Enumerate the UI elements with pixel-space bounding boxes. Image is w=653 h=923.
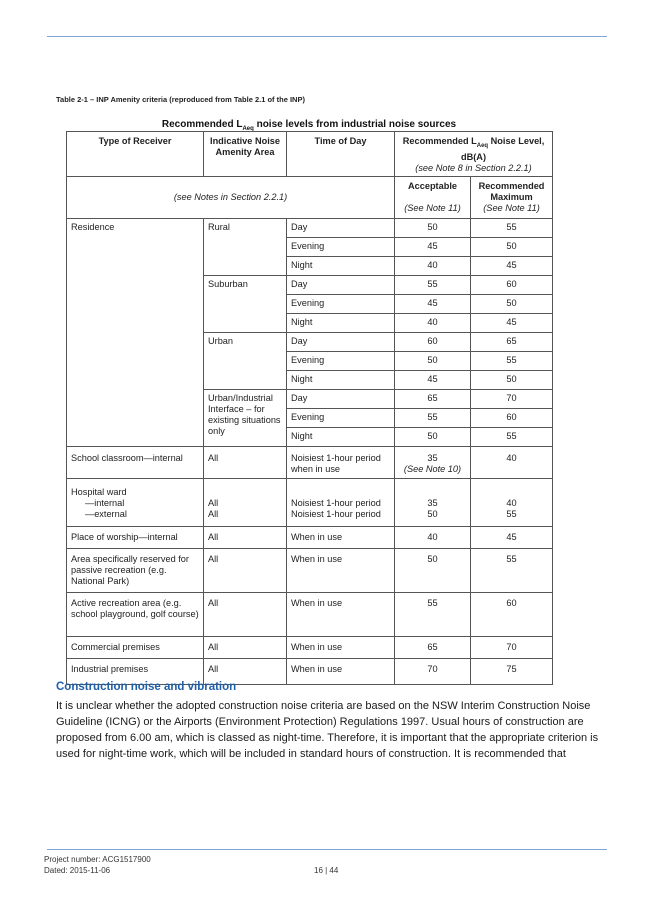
acceptable-value: 65 — [395, 636, 471, 658]
time-cell: Evening — [287, 237, 395, 256]
area-cell: All — [204, 636, 287, 658]
acceptable-value: 50 — [395, 351, 471, 370]
area-cell: All All — [204, 478, 287, 526]
acceptable-value: 50 — [395, 548, 471, 592]
area-cell: All — [204, 526, 287, 548]
maximum-value: 60 — [471, 275, 553, 294]
acceptable-value: 60 — [395, 332, 471, 351]
area-cell: All — [204, 548, 287, 592]
table-row — [67, 218, 553, 237]
acceptable-value: 50 — [395, 427, 471, 446]
header-noise-level: Recommended $L_{Aeq}$ Noise Level, dB(A) (see Note 8 in Section 2.2.1) — [395, 132, 553, 177]
receiver-active-recreation: Active recreation area (e.g. school playground, golf course) — [67, 592, 204, 636]
time-cell: Day — [287, 275, 395, 294]
receiver-school: School classroom—internal — [67, 446, 204, 478]
acceptable-value: 45 — [395, 370, 471, 389]
header-type-of-receiver: Type of Receiver — [67, 132, 204, 177]
time-cell: Noisiest 1-hour period when in use — [287, 446, 395, 478]
area-urban: Urban — [204, 332, 287, 389]
maximum-value: 50 — [471, 237, 553, 256]
maximum-value: 70 — [471, 636, 553, 658]
header-time-of-day: Time of Day — [287, 132, 395, 177]
table-row — [67, 526, 553, 548]
table-caption: Table 2-1 – INP Amenity criteria (reproduced from Table 2.1 of the INP) — [56, 95, 305, 104]
time-cell: Night — [287, 313, 395, 332]
footer-rule — [47, 849, 607, 850]
time-cell: Day — [287, 389, 395, 408]
time-cell: Evening — [287, 351, 395, 370]
acceptable-value: 40 — [395, 256, 471, 275]
time-cell: Evening — [287, 408, 395, 427]
maximum-value: 55 — [471, 218, 553, 237]
maximum-value: 45 — [471, 526, 553, 548]
maximum-value: 40 — [471, 446, 553, 478]
time-cell: Day — [287, 218, 395, 237]
time-cell: When in use — [287, 636, 395, 658]
table-row — [67, 592, 553, 636]
area-urban-industrial-interface: Urban/Industrial Interface – for existing situations only — [204, 389, 287, 446]
table-row — [67, 478, 553, 526]
area-suburban: Suburban — [204, 275, 287, 332]
footer-project-number: Project number: ACG1517900 — [44, 855, 151, 864]
acceptable-value: 40 — [395, 313, 471, 332]
maximum-value: 70 — [471, 389, 553, 408]
acceptable-value: 45 — [395, 294, 471, 313]
time-cell: Noisiest 1-hour period Noisiest 1-hour period — [287, 478, 395, 526]
time-cell: When in use — [287, 548, 395, 592]
area-rural: Rural — [204, 218, 287, 275]
maximum-value: 60 — [471, 592, 553, 636]
area-cell: All — [204, 592, 287, 636]
maximum-value: 75 — [471, 658, 553, 684]
receiver-worship: Place of worship—internal — [67, 526, 204, 548]
maximum-value: 55 — [471, 548, 553, 592]
table-row — [67, 446, 553, 478]
acceptable-value: 55 — [395, 592, 471, 636]
section-body: It is unclear whether the adopted construction noise criteria are based on the NSW Interim Construction Noise Guideline (ICNG) or the Airports (Environment Protection) Regulations 1997. Usual hours of construction are proposed from 6.00 am, which is classed as night-time. Therefore, it is important that the appropriate criterion is used for night-time work, which will be included in standard hours of construction. It is recommended that — [56, 700, 599, 760]
acceptable-value: 45 — [395, 237, 471, 256]
maximum-value: 65 — [471, 332, 553, 351]
acceptable-value: 70 — [395, 658, 471, 684]
acceptable-value: 35 50 — [395, 478, 471, 526]
time-cell: Night — [287, 256, 395, 275]
noise-criteria-table — [66, 131, 553, 685]
acceptable-value: 65 — [395, 389, 471, 408]
acceptable-value: 55 — [395, 275, 471, 294]
time-cell: Night — [287, 370, 395, 389]
receiver-commercial: Commercial premises — [67, 636, 204, 658]
maximum-value: 55 — [471, 427, 553, 446]
notes-reference: (see Notes in Section 2.2.1) — [67, 176, 395, 218]
table-row — [67, 548, 553, 592]
section-heading: Construction noise and vibration — [56, 681, 237, 693]
acceptable-value: 50 — [395, 218, 471, 237]
acceptable-value: 40 — [395, 526, 471, 548]
table-row — [67, 636, 553, 658]
maximum-value: 45 — [471, 256, 553, 275]
receiver-residence: Residence — [67, 218, 204, 446]
table-title: Recommended $L_{Aeq}$ noise levels from industrial noise sources — [161, 119, 457, 132]
receiver-passive-recreation: Area specifically reserved for passive recreation (e.g. National Park) — [67, 548, 204, 592]
header-rule — [47, 36, 607, 37]
time-cell: When in use — [287, 526, 395, 548]
subheader-row — [67, 176, 553, 218]
acceptable-value: 35 (See Note 10) — [395, 446, 471, 478]
footer-date: Dated: 2015-11-06 — [44, 866, 111, 875]
time-cell: When in use — [287, 658, 395, 684]
footer-page-number: 16 | 44 — [314, 866, 339, 875]
time-cell: Night — [287, 427, 395, 446]
header-indicative-area: Indicative Noise Amenity Area — [204, 132, 287, 177]
maximum-value: 50 — [471, 294, 553, 313]
maximum-value: 45 — [471, 313, 553, 332]
acceptable-value: 55 — [395, 408, 471, 427]
header-recommended-maximum: Recommended Maximum (See Note 11) — [471, 176, 553, 218]
time-cell: When in use — [287, 592, 395, 636]
area-cell: All — [204, 446, 287, 478]
header-acceptable: Acceptable (See Note 11) — [395, 176, 471, 218]
receiver-hospital: Hospital ward —internal —external — [67, 478, 204, 526]
maximum-value: 55 — [471, 351, 553, 370]
maximum-value: 40 55 — [471, 478, 553, 526]
time-cell: Evening — [287, 294, 395, 313]
area-cell: All — [204, 658, 287, 684]
header-row — [67, 132, 553, 177]
time-cell: Day — [287, 332, 395, 351]
maximum-value: 50 — [471, 370, 553, 389]
receiver-industrial: Industrial premises — [67, 658, 204, 684]
maximum-value: 60 — [471, 408, 553, 427]
